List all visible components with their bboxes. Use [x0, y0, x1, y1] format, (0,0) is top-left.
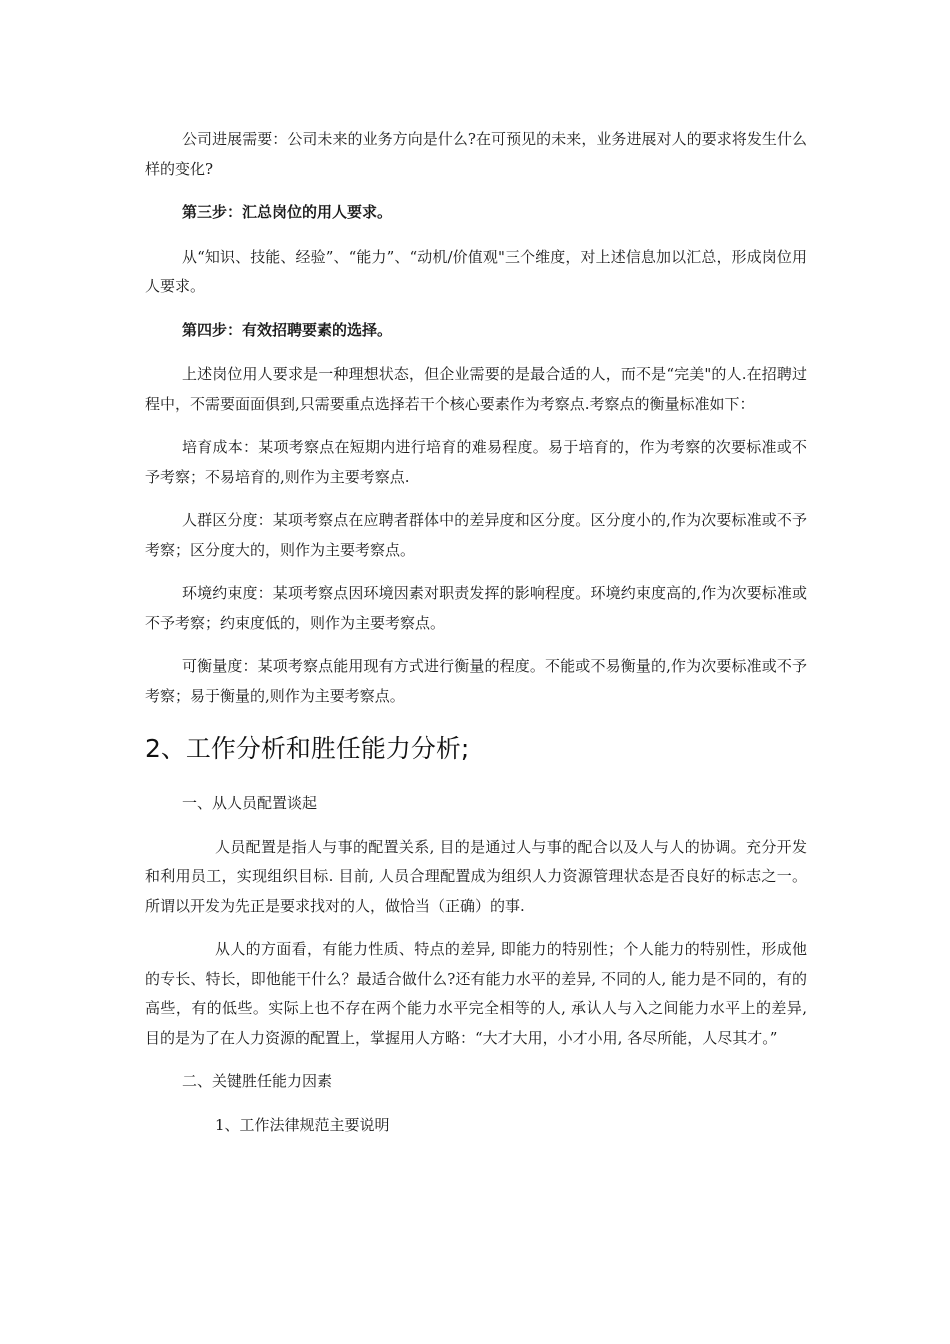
paragraph: 上述岗位用人要求是一种理想状态，但企业需要的是最合适的人，而不是“完美"的人.在招聘过程中，不需要面面俱到,只需要重点选择若干个核心要素作为考察点.考察点的衡量标准如下： — [145, 365, 807, 413]
section-heading: 2、工作分析和胜任能力分析; — [145, 734, 470, 763]
step-heading: 第三步：汇总岗位的用人要求。 — [182, 203, 393, 221]
paragraph: 可衡量度：某项考察点能用现有方式进行衡量的程度。不能或不易衡量的,作为次要标准或不予考察；易于衡量的,则作为主要考察点。 — [145, 657, 807, 705]
subsection-title: 二、关键胜任能力因素 — [182, 1072, 333, 1090]
paragraph: 从“知识、技能、经验”、“能力”、“动机/价值观"三个维度，对上述信息加以汇总，形成岗位用人要求。 — [145, 247, 807, 295]
paragraph: 培育成本：某项考察点在短期内进行培育的难易程度。易于培育的，作为考察的次要标准或不予考察；不易培育的,则作为主要考察点. — [145, 438, 807, 486]
paragraph-staffing: 人员配置是指人与事的配置关系, 目的是通过人与事的配合以及人与人的协调。充分开发和利用员工，实现组织目标. 目前, 人员合理配置成为组织人力资源管理状态是否良好的标志之一。所谓以开发为先正是要求找对的人，做恰当（正确）的事. — [145, 837, 807, 915]
paragraph-ability: 从人的方面看，有能力性质、特点的差异, 即能力的特别性；个人能力的特别性，形成他的专长、特长，即他能干什么？最适合做什么?还有能力水平的差异, 不同的人, 能力是不同的，有的高些，有的低些。实际上也不存在两个能力水平完全相等的人, 承认人与入之间能力水平上的差异, 目的是为了在人力资源的配置上，掌握用人方略：“大才大用，小才小用, 各尽所能，人尽其才。” — [145, 940, 807, 1047]
paragraph: 环境约束度：某项考察点因环境因素对职责发挥的影响程度。环境约束度高的,作为次要标准或不予考察；约束度低的，则作为主要考察点。 — [145, 584, 807, 632]
subsection-title: 一、从人员配置谈起 — [182, 794, 318, 812]
step-heading: 第四步：有效招聘要素的选择。 — [182, 320, 393, 339]
paragraph: 公司进展需要：公司未来的业务方向是什么?在可预见的未来，业务进展对人的要求将发生什么样的变化? — [145, 130, 807, 178]
paragraph: 人群区分度：某项考察点在应聘者群体中的差异度和区分度。区分度小的,作为次要标准或不予考察；区分度大的，则作为主要考察点。 — [145, 511, 807, 559]
top-paragraphs — [145, 125, 807, 711]
subsection-item: 1、工作法律规范主要说明 — [215, 1115, 390, 1134]
document-page — [145, 125, 807, 1154]
